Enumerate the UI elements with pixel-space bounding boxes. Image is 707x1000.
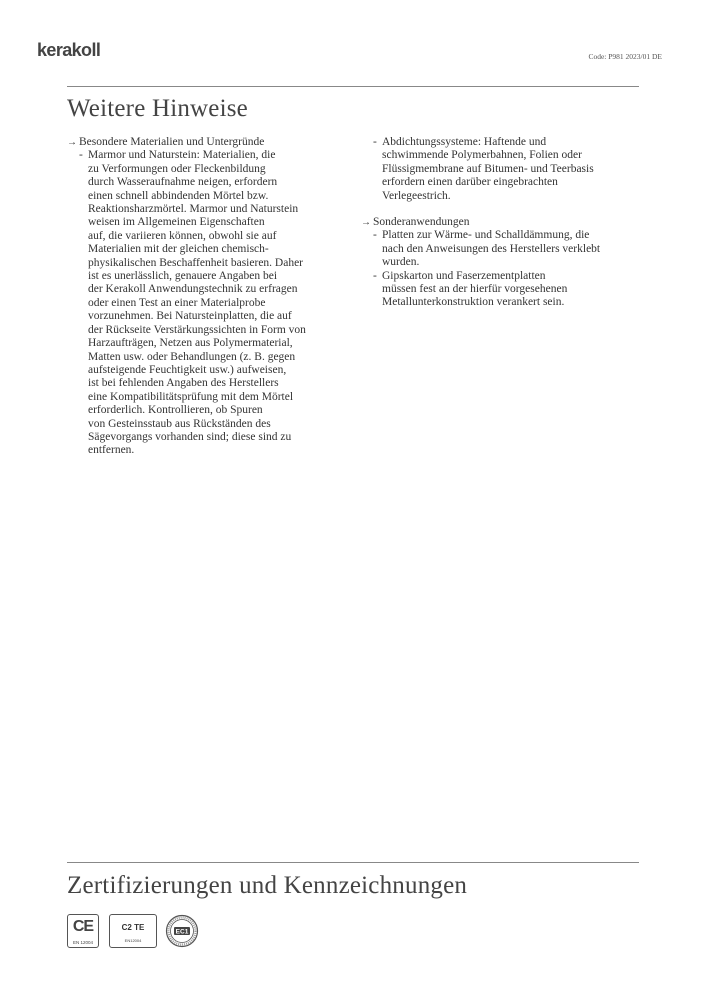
dash-marker: -: [373, 136, 377, 148]
top-divider: [67, 86, 639, 87]
certification-badges: [67, 914, 199, 948]
sub-item-text: Marmor und Naturstein: Materialien, die zu Verformungen oder Fleckenbildung durch Wasseraufnahme neigen, erfordern einen schnell abbindenden Mörtel bzw. Reaktionsharzmörtel. Marmor und Naturstein weisen im Allgemeinen Eigenschaften auf, die variieren können, obwohl sie auf Materialien mit der gleichen chemisch- physikalischen Beschaffenheit basieren. Daher ist es unerlässlich, genauere Angaben bei der Kerakoll Anwendungstechnik zu erfragen oder einen Test an einer Materialprobe vorzunehmen. Bei Natursteinplatten, die auf der Rückseite Verstärkungssichten in Form von Harzaufträgen, Netzen aus Polymermaterial, Matten usw. oder Behandlungen (z. B. gegen aufsteigende Feuchtigkeit usw.) aufweisen, ist bei fehlenden Angaben des Herstellers eine Kompatibilitätsprüfung mit dem Mörtel erforderlich. Kontrollieren, ob Spuren von Gesteinsstaub aus Rückständen des Sägevorgangs vorhanden sind; diese sind zu entfernen.: [88, 149, 306, 457]
sub-item-gipskarton: [361, 270, 646, 310]
left-column: [67, 136, 352, 458]
section-title-hinweise: Weitere Hinweise: [67, 95, 248, 122]
ce-standard-label: EN 12004: [72, 940, 93, 945]
right-column: [361, 136, 646, 310]
c2te-badge: [109, 914, 157, 948]
bullet-sonderanwendungen: [361, 216, 646, 229]
ec1-label: EC1: [175, 928, 189, 936]
sub-item-abdichtung: [361, 136, 646, 203]
bottom-divider: [67, 862, 639, 863]
c2te-class-label: C2 TE: [121, 923, 145, 932]
arrow-icon: →: [361, 217, 371, 229]
sub-item-marmor: [67, 149, 352, 457]
dash-marker: -: [373, 269, 377, 282]
section-title-zertifizierungen: Zertifizierungen und Kennzeichnungen: [67, 872, 468, 899]
ce-mark-icon: CE: [72, 918, 94, 935]
sub-item-daemmung: [361, 229, 646, 269]
sub-item-text: Platten zur Wärme- und Schalldämmung, die nach den Anweisungen des Herstellers verklebt wurden.: [382, 229, 601, 269]
bullet-heading: Besondere Materialien und Untergründe: [79, 136, 265, 148]
document-code: Code: P981 2023/01 DE: [588, 52, 662, 61]
dash-marker: -: [79, 149, 83, 162]
emicode-ec1-seal-icon: [165, 914, 199, 948]
kerakoll-logo: kerakoll: [37, 40, 101, 60]
sub-item-text: Abdichtungssysteme: Haftende und schwimmende Polymerbahnen, Folien oder Flüssigmembrane auf Bitumen- und Teerbasis erfordern einen darüber eingebrachten Verlegeestrich.: [382, 136, 594, 202]
sub-item-text: Gipskarton und Faserzementplatten müssen fest an der hierfür vorgesehenen Metallunterkonstruktion verankert sein.: [382, 269, 568, 309]
ce-mark-badge: [67, 914, 99, 948]
arrow-icon: →: [67, 137, 77, 148]
bullet-heading: Sonderanwendungen: [373, 216, 470, 229]
c2te-standard-label: EN12004: [124, 938, 142, 943]
dash-marker: -: [373, 229, 377, 242]
bullet-besondere-materialien: [67, 136, 352, 149]
